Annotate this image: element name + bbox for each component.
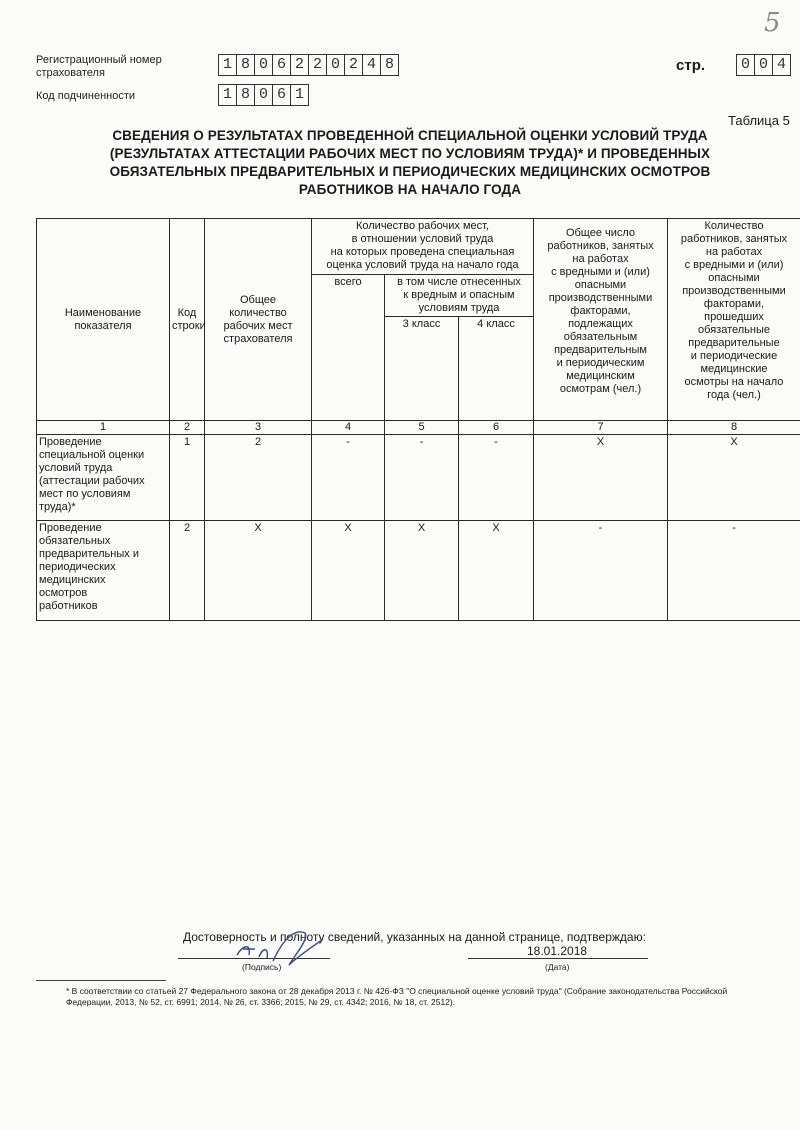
digit-cell: 4 (773, 54, 791, 76)
header-text: предварительные (688, 337, 780, 349)
header-total (205, 219, 312, 421)
reg-number-label-line1: Регистрационный номер (36, 54, 162, 66)
page-number-cells (736, 54, 791, 76)
col-num: 3 (205, 421, 312, 435)
handwritten-page-number: 5 (764, 8, 781, 38)
date-caption: (Дата) (545, 962, 570, 972)
digit-cell: 6 (273, 84, 291, 106)
subordination-label: Код подчиненности (36, 90, 136, 102)
row-cell: X (205, 521, 312, 621)
header-text: Количество рабочих мест, (355, 220, 490, 232)
header-class3: 3 класс (385, 317, 459, 421)
header-text: на работах (705, 246, 763, 258)
col-num: 5 (385, 421, 459, 435)
header-class4: 4 класс (459, 317, 534, 421)
header-text: Общее (239, 293, 277, 306)
header-text: с вредными и (или) (551, 266, 650, 278)
row-name-text: условий труда (39, 462, 113, 474)
digit-cell: 4 (363, 54, 381, 76)
header-text: и периодическим (556, 357, 645, 369)
col-num: 1 (37, 421, 170, 435)
header-workers-subject (534, 219, 668, 421)
row-cell: 2 (170, 521, 205, 621)
title-line: ОБЯЗАТЕЛЬНЫХ ПРЕДВАРИТЕЛЬНЫХ И ПЕРИОДИЧЕСКИХ МЕДИЦИНСКИХ ОСМОТРОВ (109, 164, 711, 179)
digit-cell: 8 (237, 84, 255, 106)
digit-cell: 1 (218, 84, 237, 106)
date-line (468, 958, 648, 959)
row-name-text: труда)* (39, 501, 76, 513)
digit-cell: 0 (755, 54, 773, 76)
row-name-text: обязательных (39, 535, 111, 547)
header-group-workplaces (312, 219, 534, 275)
signature-date: 18.01.2018 (527, 944, 588, 958)
table-row (37, 521, 800, 621)
header-text: страхователя (223, 332, 293, 345)
row-name-text: медицинских (39, 574, 106, 586)
digit-cell: 8 (381, 54, 399, 76)
col-num: 6 (459, 421, 534, 435)
header-text: количество (229, 306, 287, 319)
header-text: условиям труда (418, 302, 500, 314)
header-text: года (чел.) (707, 389, 761, 401)
row-cell: - (312, 435, 385, 521)
header-text: подлежащих (568, 318, 633, 330)
header-text: с вредными и (или) (684, 259, 784, 271)
row-cell: - (668, 521, 800, 621)
header-text: оценка условий труда на начало года (326, 259, 519, 271)
header-text: и периодические (690, 350, 778, 362)
row-cell: X (385, 521, 459, 621)
row-cell: X (459, 521, 534, 621)
subordination-cells (218, 84, 309, 106)
row-name-text: работников (39, 600, 98, 612)
row-name (37, 435, 170, 521)
signature-caption: (Подпись) (242, 962, 282, 972)
page-label: стр. (676, 57, 706, 74)
col-num: 4 (312, 421, 385, 435)
row-name-text: специальной оценки (39, 449, 145, 461)
table-row (37, 435, 800, 521)
header-text: в отношении условий труда (351, 233, 494, 245)
reg-number-cells (218, 54, 399, 76)
header-text: работников, занятых (680, 233, 788, 245)
confirmation-text: Достоверность и полноту сведений, указанных на данной странице, подтверждаю: (183, 930, 646, 944)
row-name-text: осмотров (39, 587, 88, 599)
header-text: производственными (548, 292, 653, 304)
header-text: прошедших (704, 311, 764, 323)
col-num: 7 (534, 421, 668, 435)
header-text: производственными (682, 285, 786, 297)
header-code (170, 219, 205, 421)
row-name (37, 521, 170, 621)
header-text: Наименование (64, 306, 142, 319)
header-text: предварительным (554, 344, 647, 356)
header-text: опасными (708, 272, 760, 284)
col-num: 8 (668, 421, 800, 435)
header-text: к вредным и опасным (403, 289, 515, 301)
digit-cell: 2 (345, 54, 363, 76)
table-caption: Таблица 5 (728, 113, 790, 128)
header-text: опасными (574, 279, 627, 291)
digit-cell: 6 (273, 54, 291, 76)
row-name-text: предварительных и (39, 548, 139, 560)
row-cell: X (668, 435, 800, 521)
digit-cell: 2 (291, 54, 309, 76)
row-cell: 1 (170, 435, 205, 521)
title-line: СВЕДЕНИЯ О РЕЗУЛЬТАТАХ ПРОВЕДЕННОЙ СПЕЦИАЛЬНОЙ ОЦЕНКИ УСЛОВИЙ ТРУДА (112, 128, 708, 143)
digit-cell: 0 (736, 54, 755, 76)
digit-cell: 2 (309, 54, 327, 76)
footnote-line: Федерации, 2013, № 52, ст. 6991; 2014, № 26, ст. 3366; 2015, № 29, ст. 4342; 2016, № 18, ст. 2512). (66, 997, 456, 1007)
header-text: факторами, (570, 305, 631, 317)
header-text: осмотры на начало (684, 376, 784, 388)
document-title (60, 127, 760, 199)
header-text: факторами, (703, 298, 765, 310)
header-all: всего (312, 275, 385, 421)
title-line: РАБОТНИКОВ НА НАЧАЛО ГОДА (298, 182, 522, 197)
header-text: Общее число (565, 227, 636, 239)
header-text: медицинские (700, 363, 768, 375)
reg-number-label (36, 54, 162, 80)
row-cell: - (385, 435, 459, 521)
header-text: обязательным (563, 331, 638, 343)
header-text: Количество (704, 220, 764, 232)
header-text: на работах (572, 253, 629, 265)
row-name-text: периодических (39, 561, 116, 573)
digit-cell: 0 (255, 54, 273, 76)
title-line: (РЕЗУЛЬТАТАХ АТТЕСТАЦИИ РАБОЧИХ МЕСТ ПО УСЛОВИЯМ ТРУДА)* И ПРОВЕДЕННЫХ (109, 146, 711, 161)
header-text: медицинским (566, 370, 635, 382)
digit-cell: 8 (237, 54, 255, 76)
row-name-text: (аттестации рабочих (39, 475, 145, 487)
header-text: рабочих мест (223, 319, 293, 332)
header-harmful (385, 275, 534, 317)
footnote-line: * В соответствии со статьей 27 Федерального закона от 28 декабря 2013 г. № 426-ФЗ "О специальной оценке условий труда" (Собрание законодательства Российской (66, 986, 728, 996)
row-cell: - (459, 435, 534, 521)
digit-cell: 1 (218, 54, 237, 76)
column-numbers-row (37, 421, 800, 435)
header-text: Код (177, 306, 197, 319)
header-workers-passed (668, 219, 800, 421)
header-name (37, 219, 170, 421)
header-text: осмотрам (чел.) (559, 383, 642, 395)
row-cell: X (534, 435, 668, 521)
row-cell: X (312, 521, 385, 621)
row-name-text: Проведение (39, 436, 102, 448)
digit-cell: 0 (255, 84, 273, 106)
header-text: в том числе отнесенных (397, 276, 521, 288)
results-table (36, 218, 800, 621)
col-num: 2 (170, 421, 205, 435)
header-text: показателя (74, 319, 132, 332)
footnote-separator (36, 980, 166, 981)
header-text: работников, занятых (547, 240, 654, 252)
row-name-text: мест по условиям (39, 488, 131, 500)
row-cell: 2 (205, 435, 312, 521)
reg-number-label-line2: страхователя (36, 67, 105, 79)
header-text: строки (172, 319, 206, 332)
header-text: обязательные (698, 324, 770, 336)
row-name-text: Проведение (39, 522, 102, 534)
digit-cell: 1 (291, 84, 309, 106)
footnote (66, 986, 798, 1008)
row-cell: - (534, 521, 668, 621)
header-text: на которых проведена специальная (330, 246, 515, 258)
digit-cell: 0 (327, 54, 345, 76)
